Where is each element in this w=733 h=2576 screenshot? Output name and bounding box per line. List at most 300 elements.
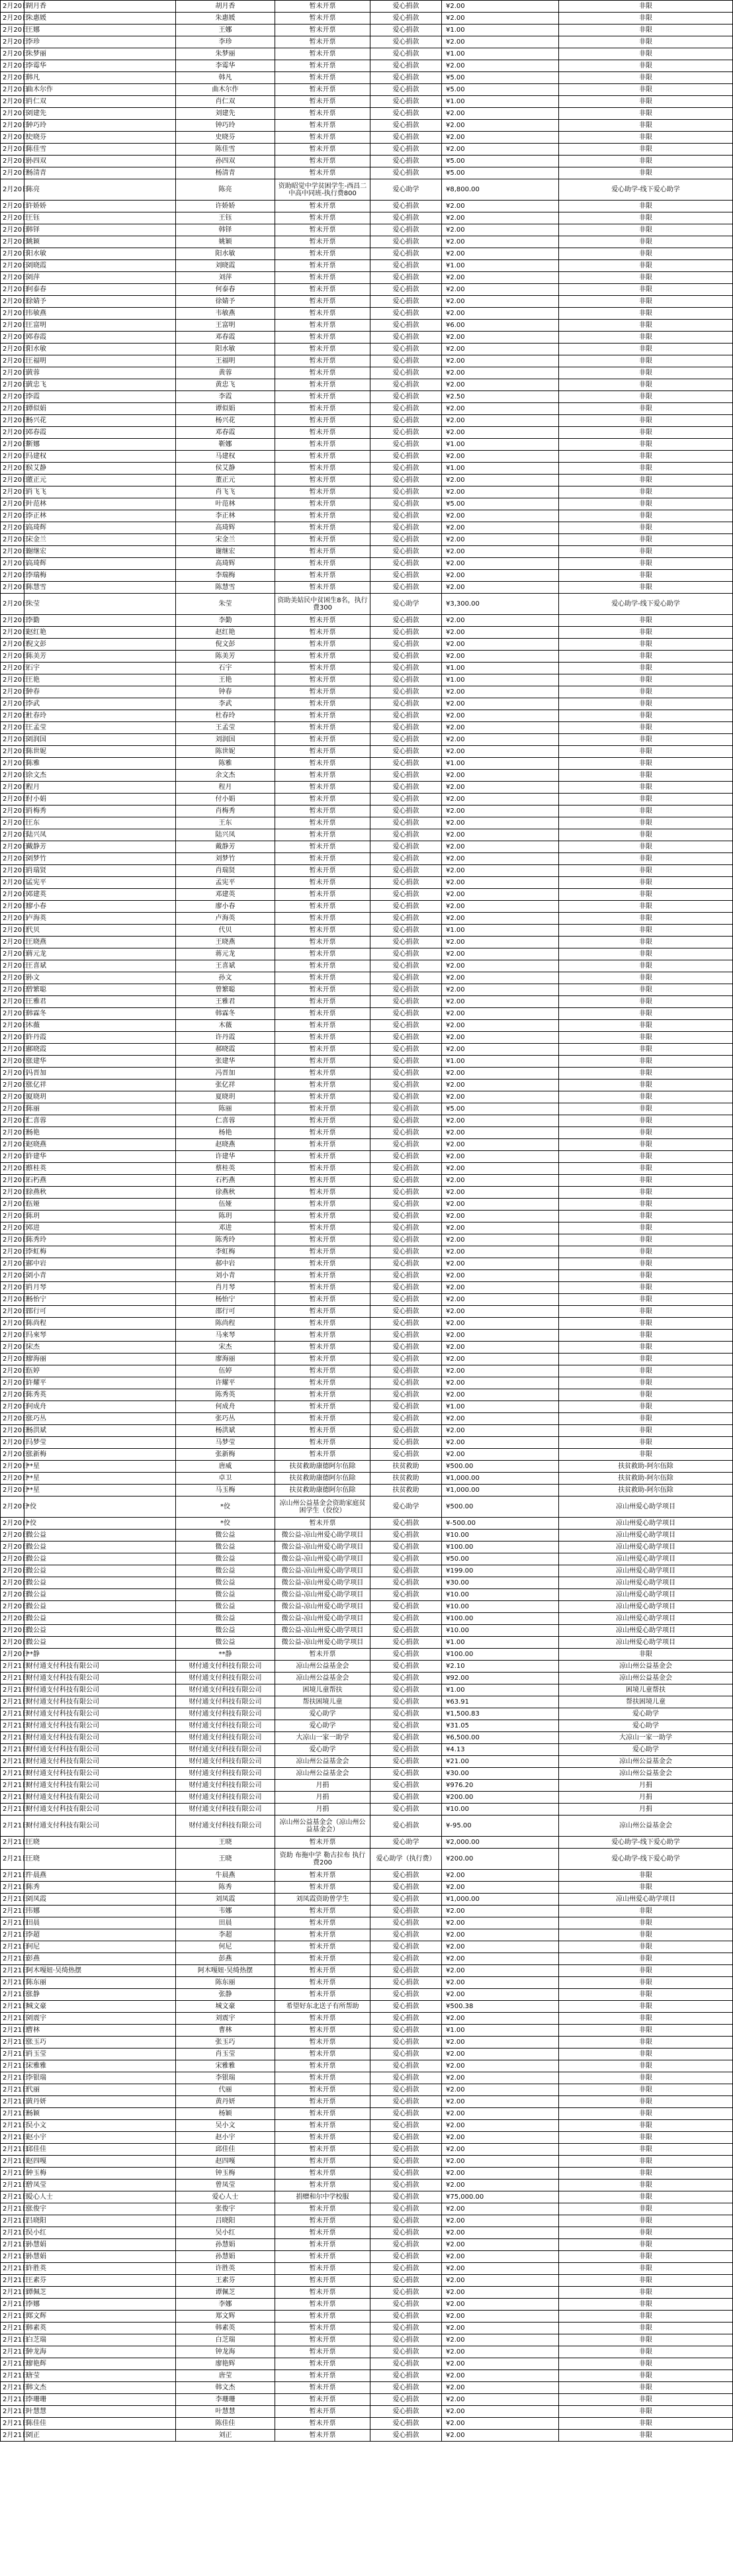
table-row [1, 1258, 733, 1270]
table-row [1, 2096, 733, 2108]
amount-cell: ¥1.00 [442, 463, 559, 475]
table-row [1, 1792, 733, 1804]
donor-cell: 陈尚程 [176, 1318, 275, 1330]
table-row [1, 1768, 733, 1780]
receipt-cell: 刘凤霞资助曾学生 [275, 1894, 370, 1906]
donor-cell: 财付通支付科技有限公司 [176, 1816, 275, 1837]
receipt-cell: 暂未开票 [275, 2156, 370, 2168]
amount-cell: ¥2.00 [442, 639, 559, 651]
project-cell: 爱心捐款 [370, 817, 442, 829]
table-row [1, 582, 733, 594]
name-cell: 伍婷 [24, 1365, 176, 1377]
project-cell: 爱心捐款 [370, 1577, 442, 1589]
project-cell: 爱心捐款 [370, 1377, 442, 1389]
name-cell: 财付通支付科技有限公司 [24, 1720, 176, 1732]
purpose-cell: 非限 [559, 1270, 733, 1282]
amount-cell: ¥2.00 [442, 1258, 559, 1270]
table-row [1, 1413, 733, 1425]
purpose-cell: 非限 [559, 1413, 733, 1425]
name-cell: 杨清青 [24, 167, 176, 179]
name-cell: 邵行可 [24, 1306, 176, 1318]
table-row [1, 1485, 733, 1496]
receipt-cell: 暂未开票 [275, 439, 370, 451]
purpose-cell: 非限 [559, 1008, 733, 1020]
project-cell: 爱心捐款 [370, 248, 442, 260]
name-cell: 李虹梅 [24, 1246, 176, 1258]
purpose-cell: 非限 [559, 582, 733, 594]
purpose-cell: 非限 [559, 960, 733, 972]
name-cell: 陈丽 [24, 1103, 176, 1115]
donor-cell: 廖艳辉 [176, 2358, 275, 2370]
table-row [1, 1163, 733, 1175]
purpose-cell: 非限 [559, 391, 733, 403]
receipt-cell: 暂未开票 [275, 296, 370, 308]
receipt-cell: 暂未开票 [275, 841, 370, 853]
receipt-cell: 暂未开票 [275, 1187, 370, 1199]
project-cell: 爱心捐款 [370, 24, 442, 36]
table-row [1, 2084, 733, 2096]
table-row [1, 2334, 733, 2346]
purpose-cell: 非限 [559, 2132, 733, 2144]
receipt-cell: 暂未开票 [275, 201, 370, 212]
date-cell: 2月21日 [1, 2013, 24, 2025]
amount-cell: ¥2.00 [442, 212, 559, 224]
name-cell: 代丽 [24, 2084, 176, 2096]
project-cell: 爱心捐款 [370, 2299, 442, 2311]
project-cell: 爱心捐款 [370, 1530, 442, 1541]
donor-cell: 李武 [176, 698, 275, 710]
date-cell: 2月20日 [1, 746, 24, 758]
table-row [1, 108, 733, 120]
project-cell: 爱心捐款 [370, 1649, 442, 1661]
table-row [1, 379, 733, 391]
receipt-cell: 暂未开票 [275, 901, 370, 913]
project-cell: 爱心捐款 [370, 2334, 442, 2346]
project-cell: 爱心捐款 [370, 1294, 442, 1306]
table-row [1, 2323, 733, 2334]
donor-cell: 陈佳佳 [176, 2418, 275, 2430]
donor-cell: 财付通支付科技有限公司 [176, 1792, 275, 1804]
table-row [1, 1282, 733, 1294]
project-cell: 爱心捐款 [370, 284, 442, 296]
name-cell: 韩霖冬 [24, 1008, 176, 1020]
name-cell: 姚颖 [24, 236, 176, 248]
purpose-cell: 非限 [559, 260, 733, 272]
name-cell: 彭燕 [24, 1953, 176, 1965]
name-cell: 肖玉莹 [24, 2048, 176, 2060]
table-row [1, 212, 733, 224]
receipt-cell: 暂未开票 [275, 805, 370, 817]
receipt-cell: 暂未开票 [275, 734, 370, 746]
table-row [1, 2263, 733, 2275]
date-cell: 2月20日 [1, 391, 24, 403]
receipt-cell: 暂未开票 [275, 770, 370, 782]
amount-cell: ¥2.00 [442, 427, 559, 439]
project-cell: 爱心捐款 [370, 1234, 442, 1246]
purpose-cell: 非限 [559, 284, 733, 296]
amount-cell: ¥2.00 [442, 1917, 559, 1929]
purpose-cell: 非限 [559, 60, 733, 72]
receipt-cell: 月捐 [275, 1792, 370, 1804]
receipt-cell: 凉山州公益基金会 [275, 1768, 370, 1780]
project-cell: 爱心捐款 [370, 1437, 442, 1449]
table-row [1, 2311, 733, 2323]
amount-cell: ¥30.00 [442, 1768, 559, 1780]
date-cell: 2月20日 [1, 236, 24, 248]
project-cell: 爱心捐款 [370, 1115, 442, 1127]
date-cell: 2月20日 [1, 1318, 24, 1330]
table-row [1, 937, 733, 948]
amount-cell: ¥2.00 [442, 1941, 559, 1953]
date-cell: 2月20日 [1, 1649, 24, 1661]
amount-cell: ¥500.38 [442, 2001, 559, 2013]
project-cell: 爱心捐款 [370, 889, 442, 901]
name-cell: 杨怡宁 [24, 1294, 176, 1306]
project-cell: 爱心捐款 [370, 1894, 442, 1906]
receipt-cell: 暂未开票 [275, 272, 370, 284]
purpose-cell: 凉山州公益基金会 [559, 1768, 733, 1780]
project-cell: 爱心捐款 [370, 2048, 442, 2060]
name-cell: 陈秀英 [24, 1389, 176, 1401]
project-cell: 爱心捐款 [370, 2156, 442, 2168]
receipt-cell: 暂未开票 [275, 1437, 370, 1449]
donor-cell: 钟巧玲 [176, 120, 275, 132]
name-cell: 邓建英 [24, 889, 176, 901]
amount-cell: ¥2.00 [442, 36, 559, 48]
project-cell: 爱心捐款 [370, 2430, 442, 2442]
date-cell: 2月20日 [1, 972, 24, 984]
date-cell: 2月21日 [1, 1673, 24, 1684]
date-cell: 2月20日 [1, 224, 24, 236]
table-row [1, 1553, 733, 1565]
purpose-cell: 非限 [559, 937, 733, 948]
donor-cell: 阳水敏 [176, 344, 275, 355]
project-cell: 爱心捐款 [370, 510, 442, 522]
table-row [1, 1318, 733, 1330]
receipt-cell: 暂未开票 [275, 2108, 370, 2120]
table-row [1, 1234, 733, 1246]
amount-cell: ¥2.00 [442, 1080, 559, 1091]
receipt-cell: 暂未开票 [275, 1222, 370, 1234]
project-cell: 爱心助学 [370, 594, 442, 615]
name-cell: 刘凤霞 [24, 1894, 176, 1906]
receipt-cell: 暂未开票 [275, 36, 370, 48]
name-cell: 财付通支付科技有限公司 [24, 1708, 176, 1720]
project-cell: 爱心捐款 [370, 972, 442, 984]
purpose-cell: 非限 [559, 1068, 733, 1080]
table-row [1, 663, 733, 674]
purpose-cell: 非限 [559, 782, 733, 794]
table-row [1, 391, 733, 403]
name-cell: 财付通支付科技有限公司 [24, 1696, 176, 1708]
amount-cell: ¥10.00 [442, 1589, 559, 1601]
amount-cell: ¥2.00 [442, 2311, 559, 2323]
donor-cell: 财付通支付科技有限公司 [176, 1661, 275, 1673]
amount-cell: ¥2.00 [442, 1342, 559, 1354]
purpose-cell: 非限 [559, 1211, 733, 1222]
name-cell: 微公益 [24, 1613, 176, 1625]
receipt-cell: 暂未开票 [275, 260, 370, 272]
table-row [1, 2382, 733, 2394]
name-cell: 许娇娇 [24, 201, 176, 212]
receipt-cell: 暂未开票 [275, 1246, 370, 1258]
donor-cell: 刘小青 [176, 1270, 275, 1282]
name-cell: 王孟莹 [24, 722, 176, 734]
purpose-cell: 非限 [559, 1917, 733, 1929]
table-row [1, 332, 733, 344]
date-cell: 2月20日 [1, 1103, 24, 1115]
receipt-cell: 凉山州公益基金会 [275, 1756, 370, 1768]
receipt-cell: 暂未开票 [275, 144, 370, 156]
amount-cell: ¥1.00 [442, 48, 559, 60]
donor-cell: 王素芬 [176, 2275, 275, 2287]
purpose-cell: 非限 [559, 2060, 733, 2072]
name-cell: 吕晓阳 [24, 2215, 176, 2227]
purpose-cell: 非限 [559, 48, 733, 60]
project-cell: 爱心捐款 [370, 2358, 442, 2370]
receipt-cell: 暂未开票 [275, 2048, 370, 2060]
receipt-cell: 暂未开票 [275, 1401, 370, 1413]
table-row [1, 308, 733, 320]
donor-cell: 刘萍 [176, 272, 275, 284]
date-cell: 2月20日 [1, 96, 24, 108]
purpose-cell: 非限 [559, 1080, 733, 1091]
project-cell: 爱心捐款 [370, 1541, 442, 1553]
date-cell: 2月20日 [1, 439, 24, 451]
amount-cell: ¥2.00 [442, 972, 559, 984]
project-cell: 爱心捐款 [370, 829, 442, 841]
amount-cell: ¥2.00 [442, 2299, 559, 2311]
receipt-cell: 爱心助学 [275, 1708, 370, 1720]
donor-cell: 曾凤莹 [176, 2180, 275, 2191]
amount-cell: ¥2.10 [442, 1661, 559, 1673]
name-cell: 靳娜 [24, 439, 176, 451]
receipt-cell: 暂未开票 [275, 570, 370, 582]
project-cell: 爱心捐款 [370, 651, 442, 663]
receipt-cell: 暂未开票 [275, 984, 370, 996]
table-row [1, 2227, 733, 2239]
donor-cell: 陈慧雪 [176, 582, 275, 594]
donor-cell: 代丽 [176, 2084, 275, 2096]
donor-cell: 李瑞梅 [176, 570, 275, 582]
table-row [1, 1401, 733, 1413]
amount-cell: ¥1,000.00 [442, 1473, 559, 1485]
name-cell: 财付通支付科技有限公司 [24, 1684, 176, 1696]
table-row [1, 2108, 733, 2120]
amount-cell: ¥5.00 [442, 167, 559, 179]
table-row [1, 415, 733, 427]
amount-cell: ¥2.00 [442, 2096, 559, 2108]
receipt-cell: 暂未开票 [275, 674, 370, 686]
donor-cell: 张新梅 [176, 1449, 275, 1461]
table-row [1, 1577, 733, 1589]
amount-cell: ¥2.00 [442, 201, 559, 212]
date-cell: 2月20日 [1, 1389, 24, 1401]
date-cell: 2月20日 [1, 948, 24, 960]
name-cell: 黄蓉 [24, 367, 176, 379]
purpose-cell: 爱心助学-线下爱心助学 [559, 179, 733, 201]
table-row [1, 367, 733, 379]
purpose-cell: 非限 [559, 2239, 733, 2251]
project-cell: 爱心捐款 [370, 2168, 442, 2180]
donor-cell: 程月 [176, 782, 275, 794]
project-cell: 爱心捐款 [370, 1139, 442, 1151]
receipt-cell: 暂未开票 [275, 2060, 370, 2072]
name-cell: **静 [24, 1649, 176, 1661]
table-row [1, 829, 733, 841]
receipt-cell: 暂未开票 [275, 284, 370, 296]
project-cell: 爱心捐款 [370, 2037, 442, 2048]
project-cell: 爱心捐款 [370, 2275, 442, 2287]
name-cell: 财付通支付科技有限公司 [24, 1756, 176, 1768]
name-cell: 高琦辉 [24, 558, 176, 570]
purpose-cell: 非限 [559, 167, 733, 179]
donor-cell: 肖梅秀 [176, 805, 275, 817]
date-cell: 2月21日 [1, 1756, 24, 1768]
donor-cell: 陈玥 [176, 1211, 275, 1222]
amount-cell: ¥5.00 [442, 498, 559, 510]
date-cell: 2月20日 [1, 201, 24, 212]
purpose-cell: 非限 [559, 913, 733, 925]
date-cell: 2月21日 [1, 2406, 24, 2418]
amount-cell: ¥2.00 [442, 2394, 559, 2406]
table-row [1, 2013, 733, 2025]
purpose-cell: 帮扶困境儿童 [559, 1696, 733, 1708]
purpose-cell: 非限 [559, 1401, 733, 1413]
donor-cell: 王雅君 [176, 996, 275, 1008]
table-row [1, 236, 733, 248]
donor-cell: 陈美芳 [176, 651, 275, 663]
date-cell: 2月21日 [1, 2048, 24, 2060]
project-cell: 爱心捐款 [370, 782, 442, 794]
project-cell: 爱心捐款 [370, 1449, 442, 1461]
name-cell: 肖瑞贤 [24, 865, 176, 877]
receipt-cell: 暂未开票 [275, 1929, 370, 1941]
name-cell: 杨洪斌 [24, 1425, 176, 1437]
project-cell: 爱心捐款 [370, 746, 442, 758]
receipt-cell: 微公益-凉山州爱心助学项目 [275, 1589, 370, 1601]
table-row [1, 1870, 733, 1882]
receipt-cell: 暂未开票 [275, 320, 370, 332]
donor-cell: 肖玉莹 [176, 2048, 275, 2060]
table-row [1, 594, 733, 615]
name-cell: 程月 [24, 782, 176, 794]
donor-cell: 王东 [176, 817, 275, 829]
receipt-cell: 暂未开票 [275, 710, 370, 722]
receipt-cell: 暂未开票 [275, 2263, 370, 2275]
date-cell: 2月21日 [1, 1953, 24, 1965]
name-cell: 钟春 [24, 686, 176, 698]
purpose-cell: 非限 [559, 36, 733, 48]
date-cell: 2月20日 [1, 722, 24, 734]
purpose-cell: 非限 [559, 746, 733, 758]
amount-cell: ¥2.00 [442, 132, 559, 144]
date-cell: 2月20日 [1, 179, 24, 201]
purpose-cell: 凉山州爱心助学项目 [559, 1530, 733, 1541]
amount-cell: ¥2.00 [442, 475, 559, 486]
table-row [1, 1342, 733, 1354]
table-row [1, 570, 733, 582]
date-cell: 2月20日 [1, 1589, 24, 1601]
table-row [1, 1684, 733, 1696]
table-row [1, 1330, 733, 1342]
project-cell: 爱心捐款 [370, 1282, 442, 1294]
date-cell: 2月20日 [1, 1577, 24, 1589]
table-row [1, 522, 733, 534]
table-row [1, 2394, 733, 2406]
date-cell: 2月20日 [1, 1601, 24, 1613]
receipt-cell: 暂未开票 [275, 1941, 370, 1953]
date-cell: 2月21日 [1, 1882, 24, 1894]
amount-cell: ¥2.00 [442, 2251, 559, 2263]
name-cell: 余文杰 [24, 770, 176, 782]
project-cell: 爱心捐款 [370, 1565, 442, 1577]
receipt-cell: 暂未开票 [275, 865, 370, 877]
table-row [1, 1906, 733, 1917]
date-cell: 2月21日 [1, 2132, 24, 2144]
receipt-cell: 暂未开票 [275, 1139, 370, 1151]
name-cell: 曹林 [24, 2025, 176, 2037]
table-row [1, 877, 733, 889]
name-cell: 李娜 [24, 2299, 176, 2311]
receipt-cell: 暂未开票 [275, 1151, 370, 1163]
receipt-cell: 暂未开票 [275, 2120, 370, 2132]
donor-cell: 郑文辉 [176, 2311, 275, 2323]
receipt-cell: 暂未开票 [275, 2370, 370, 2382]
date-cell: 2月20日 [1, 13, 24, 24]
date-cell: 2月20日 [1, 24, 24, 36]
donor-cell: 蒋元龙 [176, 948, 275, 960]
table-row [1, 913, 733, 925]
project-cell: 爱心捐款 [370, 2072, 442, 2084]
project-cell: 爱心捐款 [370, 2263, 442, 2275]
name-cell: 刘晓霞 [24, 260, 176, 272]
donor-cell: 赵晓燕 [176, 1139, 275, 1151]
name-cell: 张巧丛 [24, 1413, 176, 1425]
project-cell: 爱心捐款 [370, 1882, 442, 1894]
amount-cell: ¥2.00 [442, 913, 559, 925]
table-row [1, 2156, 733, 2168]
amount-cell: ¥63.91 [442, 1696, 559, 1708]
amount-cell: ¥2.00 [442, 2048, 559, 2060]
table-row [1, 1, 733, 13]
project-cell: 爱心捐款 [370, 2120, 442, 2132]
amount-cell: ¥100.00 [442, 1613, 559, 1625]
donor-cell: 董正元 [176, 475, 275, 486]
name-cell: 微公益 [24, 1637, 176, 1649]
purpose-cell: 非限 [559, 1199, 733, 1211]
amount-cell: ¥2.00 [442, 2120, 559, 2132]
table-row [1, 1199, 733, 1211]
donor-cell: 倪文彭 [176, 639, 275, 651]
donor-cell: 财付通支付科技有限公司 [176, 1732, 275, 1744]
table-row [1, 24, 733, 36]
donor-cell: 叶慧慧 [176, 2406, 275, 2418]
purpose-cell: 非限 [559, 2358, 733, 2370]
purpose-cell: 凉山州爱心助学项目 [559, 1541, 733, 1553]
table-row [1, 674, 733, 686]
project-cell: 爱心捐款 [370, 1199, 442, 1211]
purpose-cell: 非限 [559, 120, 733, 132]
table-row [1, 13, 733, 24]
receipt-cell: 暂未开票 [275, 522, 370, 534]
project-cell: 爱心捐款 [370, 475, 442, 486]
name-cell: 黄忠飞 [24, 379, 176, 391]
receipt-cell: 暂未开票 [275, 1270, 370, 1282]
date-cell: 2月21日 [1, 2346, 24, 2358]
donor-cell: 刘梦竹 [176, 853, 275, 865]
date-cell: 2月20日 [1, 498, 24, 510]
